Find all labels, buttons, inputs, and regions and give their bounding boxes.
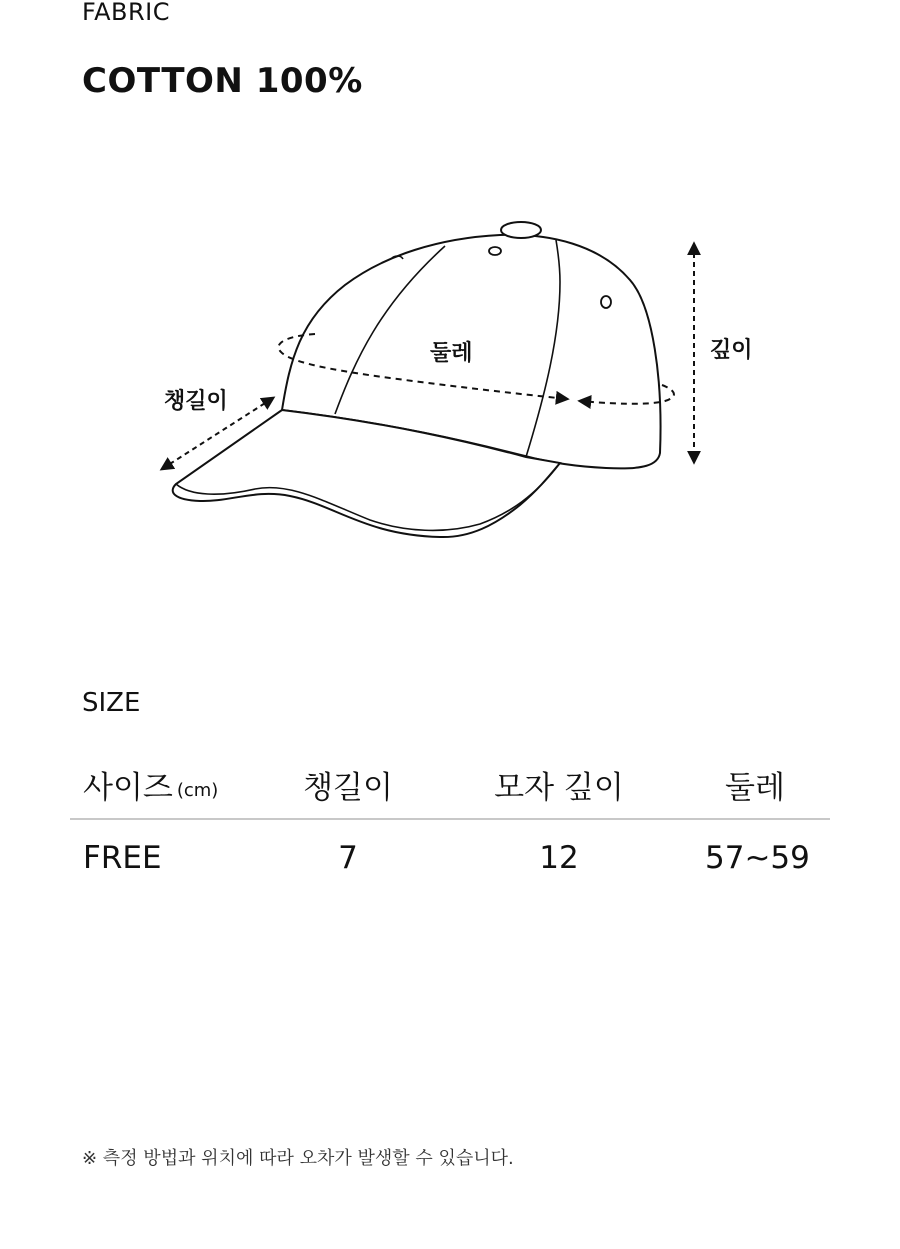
size-header-label: 사이즈 xyxy=(83,770,173,806)
measurement-footnote: ※ 측정 방법과 위치에 따라 오차가 발생할 수 있습니다. xyxy=(82,1148,514,1169)
unit-label: (cm) xyxy=(176,780,219,801)
size-table-header xyxy=(70,760,830,820)
brim-length-label: 챙길이 xyxy=(164,389,228,414)
fabric-heading: FABRIC xyxy=(82,0,170,26)
cap-illustration xyxy=(140,210,780,560)
brim-length-value: 7 xyxy=(338,840,358,876)
cap-eyelet xyxy=(489,247,501,255)
size-value: FREE xyxy=(83,840,162,876)
brim-length-header: 챙길이 xyxy=(303,770,393,806)
size-table xyxy=(70,760,830,878)
depth-label: 깊이 xyxy=(710,338,753,363)
cap-depth-header: 모자 깊이 xyxy=(494,770,624,806)
circumference-value: 57~59 xyxy=(705,840,810,876)
size-heading: SIZE xyxy=(82,688,141,718)
size-header-cell xyxy=(83,768,218,811)
cap-measurement-diagram xyxy=(140,210,780,560)
circumference-header: 둘레 xyxy=(725,770,785,806)
cap-eyelet xyxy=(601,296,611,308)
table-row xyxy=(70,820,830,878)
cap-depth-value: 12 xyxy=(539,840,579,876)
circumference-label: 둘레 xyxy=(430,341,473,366)
fabric-value: COTTON 100% xyxy=(82,61,363,101)
cap-top-button xyxy=(501,222,541,238)
